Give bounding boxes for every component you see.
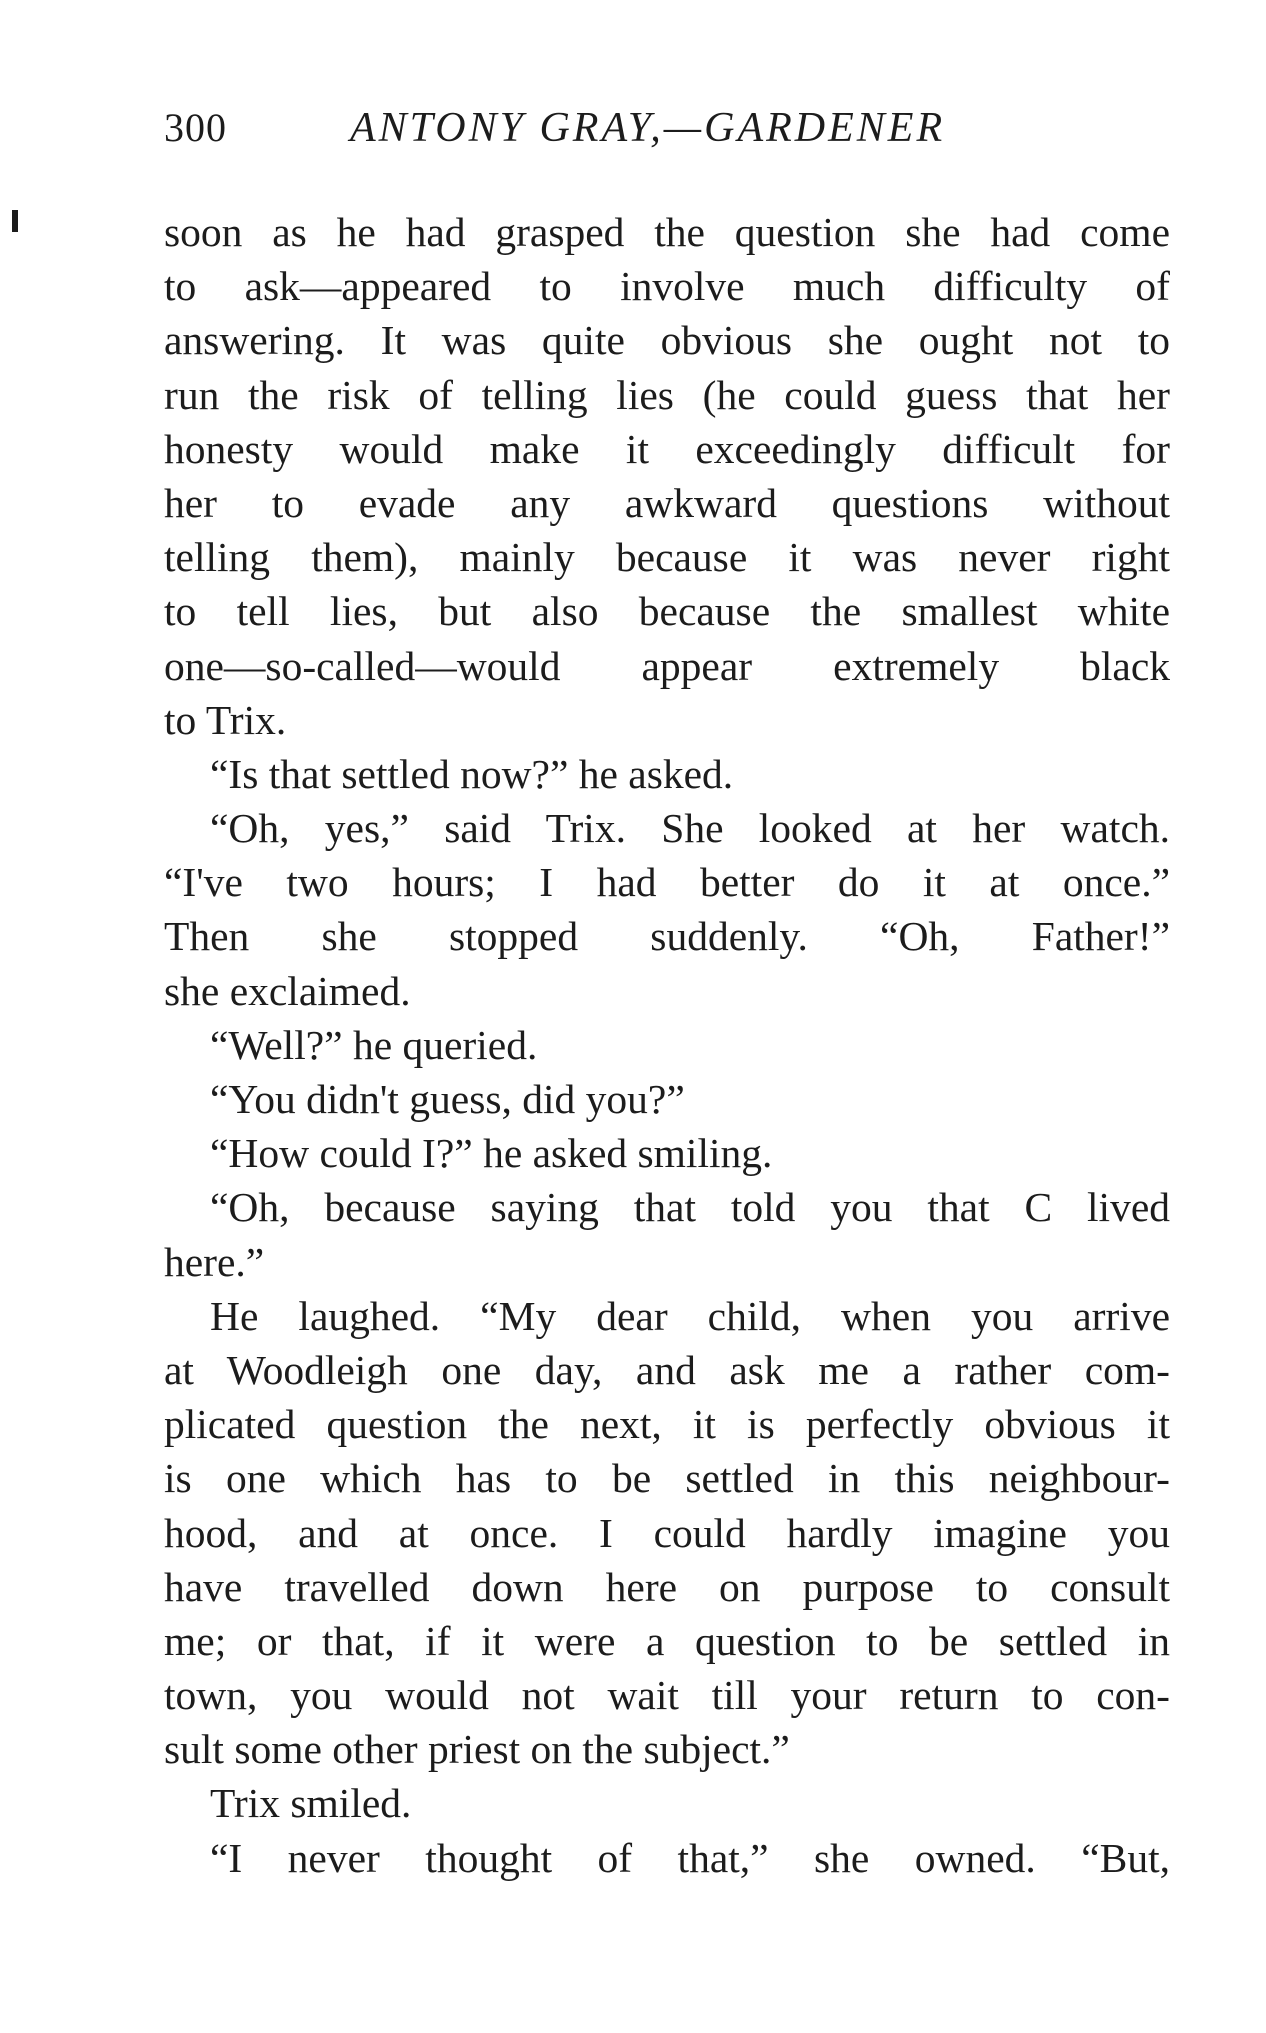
text-line: to Trix. [164,696,287,743]
text-line: here.” [164,1238,265,1285]
text-line: town, you would not wait till your return to con- [164,1672,1170,1719]
text-line: answering. It was quite obvious she ought not to [164,317,1170,364]
text-line: is one which has to be settled in this neighbour- [164,1455,1170,1502]
text-line: to tell lies, but also because the smallest white [164,588,1170,635]
text-line: her to evade any awkward questions without [164,479,1170,526]
text-line: “I've two hours; I had better do it at once.” [164,859,1170,906]
body-text [164,205,1170,1885]
text-line: to ask—appeared to involve much difficulty of [164,263,1170,310]
text-line: Trix smiled. [210,1780,412,1827]
running-head [164,104,1174,164]
text-line: telling them), mainly because it was never right [164,534,1170,581]
text-line: run the risk of telling lies (he could guess that her [164,371,1170,418]
text-line: have travelled down here on purpose to consult [164,1563,1170,1610]
text-line: “How could I?” he asked smiling. [210,1130,773,1177]
text-line: “Oh, yes,” said Trix. She looked at her watch. [210,805,1170,852]
text-line: hood, and at once. I could hardly imagine you [164,1509,1170,1556]
text-line: sult some other priest on the subject.” [164,1726,790,1773]
text-line: “Oh, because saying that told you that C lived [210,1184,1170,1231]
margin-mark [12,210,18,232]
text-line: soon as he had grasped the question she had come [164,209,1170,255]
text-line: He laughed. “My dear child, when you arrive [210,1292,1170,1339]
text-line: “I never thought of that,” she owned. “But, [210,1834,1170,1881]
text-line: “Well?” he queried. [210,1021,538,1068]
text-line: “You didn't guess, did you?” [210,1076,685,1122]
text-line: one—so-called—would appear extremely black [164,642,1170,689]
text-line: plicated question the next, it is perfectly obvious it [164,1401,1170,1448]
page-number: 300 [164,105,227,150]
running-title: ANTONY GRAY,—GARDENER [350,105,946,151]
text-line: at Woodleigh one day, and ask me a rather com- [164,1346,1170,1393]
text-line: honesty would make it exceedingly difficult for [164,425,1170,472]
text-line: she exclaimed. [164,967,411,1014]
text-line: Then she stopped suddenly. “Oh, Father!” [164,913,1170,960]
text-line: me; or that, if it were a question to be settled in [164,1617,1170,1664]
text-line: “Is that settled now?” he asked. [210,750,734,797]
